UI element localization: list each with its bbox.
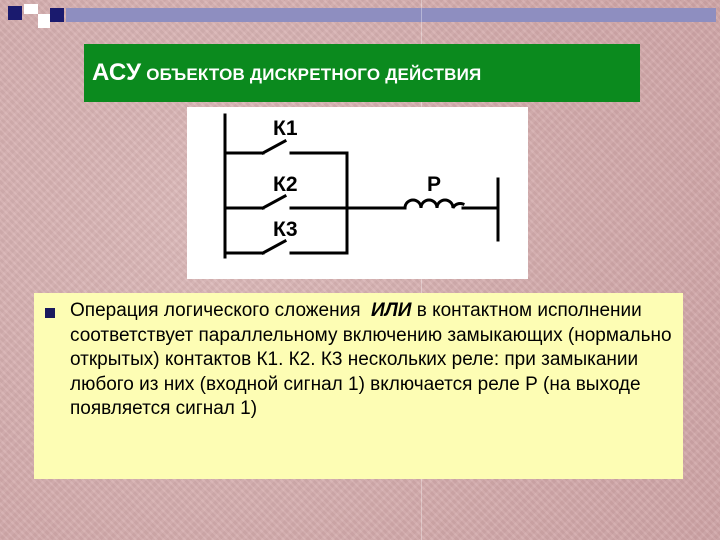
circuit-diagram xyxy=(187,107,528,279)
contact-label-k2: К2 xyxy=(273,173,298,196)
k2-contact-blade xyxy=(263,196,285,208)
description-text xyxy=(70,299,678,422)
square-bullet-icon xyxy=(45,308,55,318)
coil-label: Р xyxy=(427,173,442,196)
description-keyword: ИЛИ xyxy=(371,300,412,321)
k1-contact-blade xyxy=(263,141,285,153)
contact-label-k3: К3 xyxy=(273,218,298,241)
contact-label-k1: К1 xyxy=(273,117,298,140)
title-abbrev: АСУ xyxy=(92,59,142,86)
description-part1: Операция логического сложения xyxy=(70,300,361,321)
k3-contact-blade xyxy=(263,241,285,253)
circuit-svg xyxy=(187,107,528,279)
page-title xyxy=(92,59,481,87)
title-rest: ОБЪЕКТОВ ДИСКРЕТНОГО ДЕЙСТВИЯ xyxy=(141,65,482,84)
relay-coil xyxy=(405,200,463,208)
description-box xyxy=(34,293,683,479)
title-banner xyxy=(84,44,640,102)
description-part2: в контактном исполнении соответствует параллельному включению замыкающих (нормально открытых) контактов К1. К2. К3 нескольких реле: при замыкании любого из них (входной сигнал 1) включается реле Р (на выходе появляется сигнал 1) xyxy=(70,300,672,419)
decorative-squares xyxy=(0,0,720,30)
